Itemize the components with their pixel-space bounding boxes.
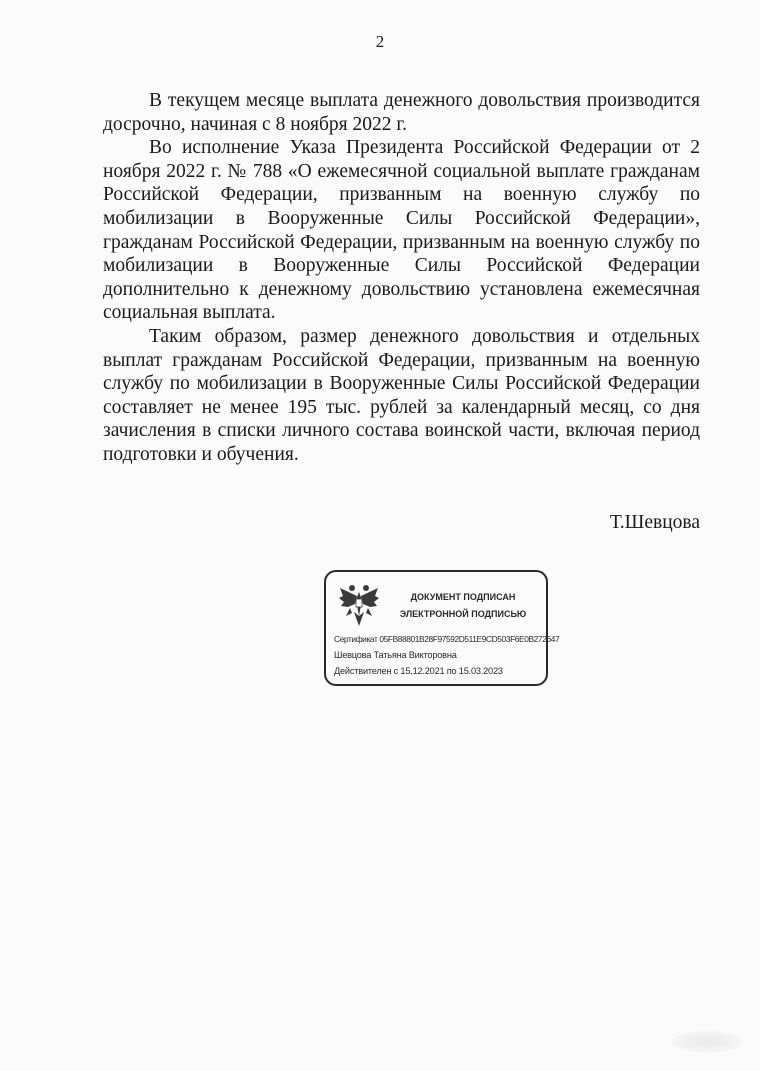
signatory-name: Т.Шевцова: [609, 512, 700, 533]
stamp-title-line1: ДОКУМЕНТ ПОДПИСАН: [410, 592, 516, 602]
paragraph-early-payment: В текущем месяце выплата денежного довольствия производится досрочно, начиная с 8 ноября 2022 г.: [103, 90, 700, 135]
page-number: 2: [375, 32, 385, 51]
paragraph-payment-amount: Таким образом, размер денежного довольствия и отдельных выплат гражданам Российской Федерации, призванным на военную службу по мобилизации в Вооруженные Силы Российской Федерации составляет не менее 195 тыс. рублей за календарный месяц, со дня зачисления в списки личного состава воинской части, включая период подготовки и обучения.: [103, 325, 700, 465]
certificate-owner: Шевцова Татьяна Викторовна: [334, 650, 457, 660]
certificate-validity: Действителен с 15.12.2021 по 15.03.2023: [334, 666, 503, 676]
letter-body: [103, 89, 700, 467]
paragraph-presidential-decree: Во исполнение Указа Президента Российской Федерации от 2 ноября 2022 г. № 788 «О ежемесячной социальной выплате гражданам Российской Федерации, призванным на военную службу по мобилизации в Вооруженные Силы Российской Федерации», гражданам Российской Федерации, призванным на военную службу по мобилизации в Вооруженные Силы Российской Федерации дополнительно к денежному довольствию установлена ежемесячная социальная выплата.: [103, 137, 700, 324]
double-headed-eagle-emblem-icon: [338, 582, 380, 628]
stamp-title: [388, 589, 538, 623]
scan-artifact: [672, 1031, 742, 1053]
certificate-number: Сертификат 05FB88801B28F97592D511E9CD503F6E0B272647: [334, 634, 560, 644]
stamp-title-line2: ЭЛЕКТРОННОЙ ПОДПИСЬЮ: [399, 609, 527, 619]
electronic-signature-stamp: [324, 570, 560, 686]
